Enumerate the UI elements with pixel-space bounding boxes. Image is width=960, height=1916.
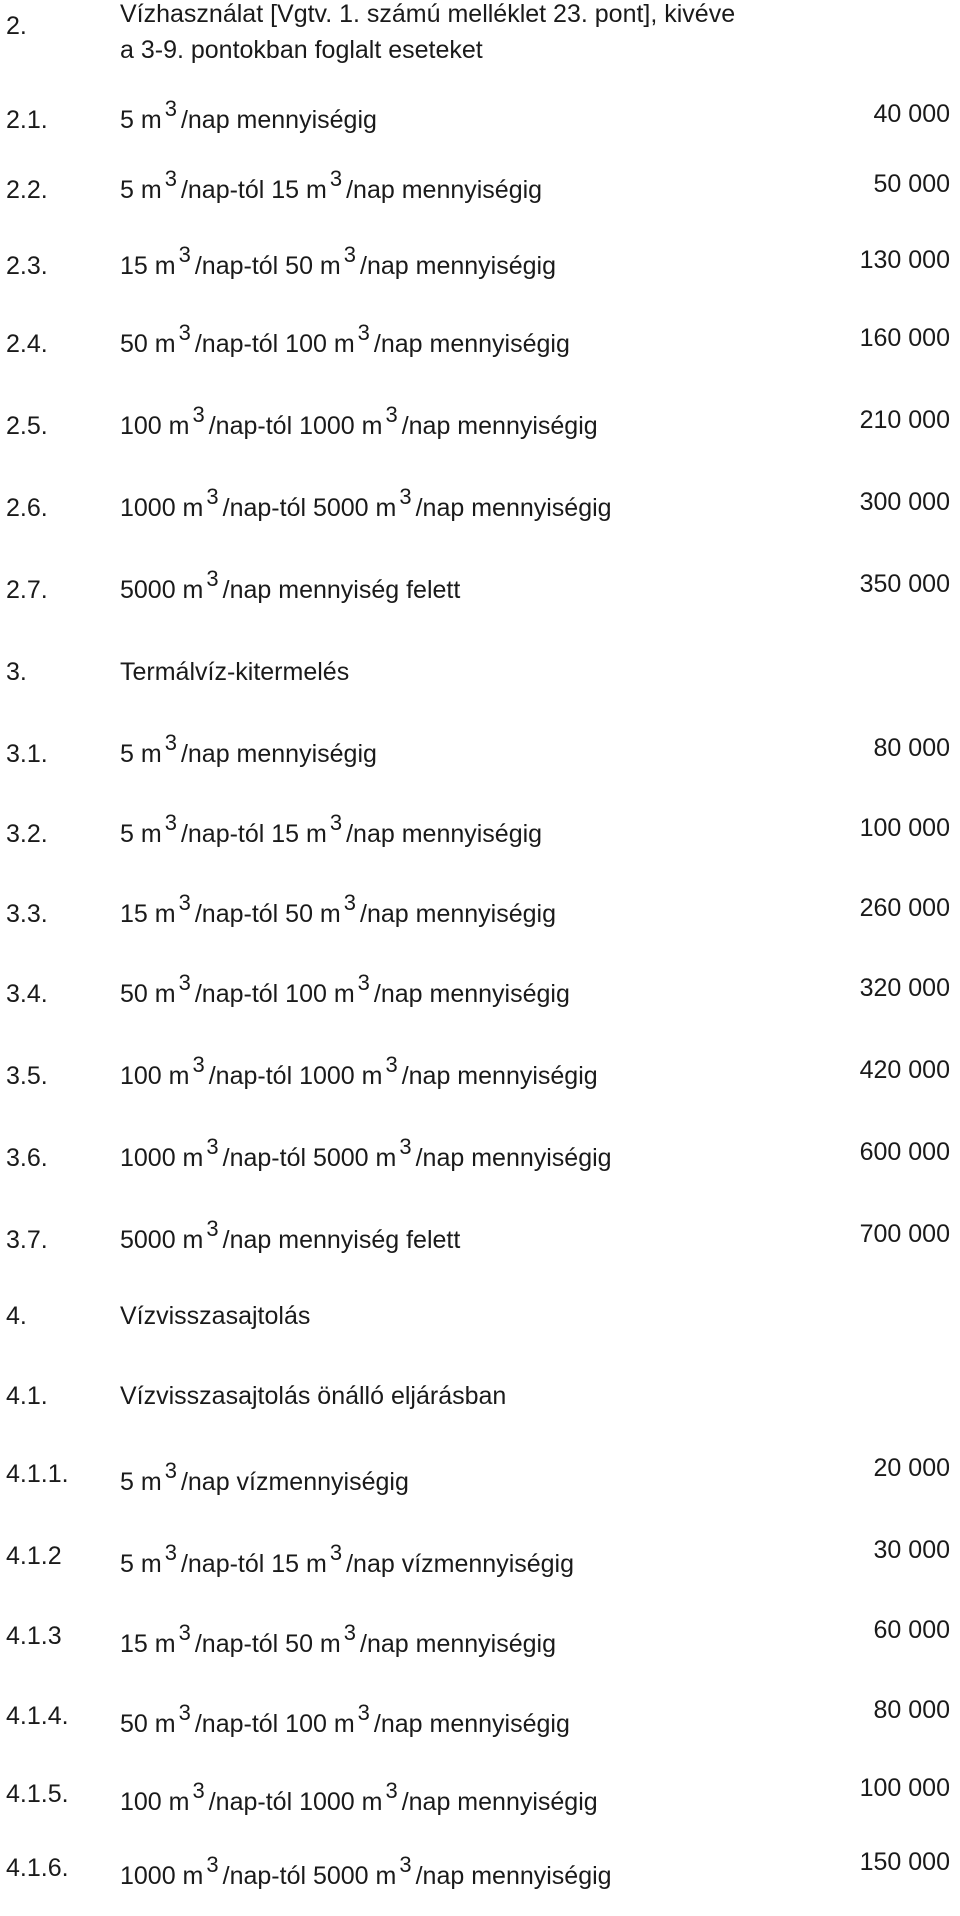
- cube-superscript: 3: [343, 241, 357, 267]
- section-3-header: [0, 650, 960, 720]
- desc-part: 5 m: [120, 106, 162, 134]
- desc-part: 100 m: [120, 1788, 190, 1816]
- desc-part: /nap mennyiségig: [415, 494, 612, 522]
- desc-part: /nap mennyiség felett: [222, 576, 461, 604]
- item-number: 3.7.: [6, 1226, 48, 1254]
- item-description: [120, 1215, 461, 1255]
- desc-part: /nap mennyiségig: [360, 252, 556, 280]
- desc-part: 1000 m: [120, 1862, 204, 1890]
- cube-superscript: 3: [164, 1457, 177, 1483]
- subsection-4-1-header: [0, 1374, 960, 1444]
- item-description: [120, 1133, 612, 1173]
- item-number: 2.1.: [6, 106, 48, 134]
- fee-amount: 150 000: [859, 1848, 950, 1876]
- desc-part: 5000 m: [120, 1226, 204, 1254]
- item-number: 4.1.2: [6, 1542, 62, 1570]
- section-4-header: [0, 1294, 960, 1364]
- section-title: Vízvisszasajtolás önálló eljárásban: [120, 1382, 507, 1410]
- fee-amount: 20 000: [873, 1454, 950, 1482]
- item-description: [120, 483, 612, 523]
- desc-part: 5000 m: [120, 576, 204, 604]
- cube-superscript: 3: [399, 1851, 412, 1877]
- desc-part: 1000 m: [120, 1144, 204, 1172]
- cube-superscript: 3: [357, 1699, 370, 1725]
- fee-row: [0, 1133, 960, 1206]
- cube-superscript: 3: [178, 319, 191, 345]
- desc-part: 15 m: [120, 1630, 176, 1658]
- fee-amount: 420 000: [859, 1056, 950, 1084]
- section-number: 2.: [6, 12, 27, 40]
- cube-superscript: 3: [385, 1777, 398, 1803]
- section-number: 4.: [6, 1302, 27, 1330]
- fee-amount: 40 000: [873, 100, 950, 128]
- desc-part: /nap mennyiségig: [401, 412, 598, 440]
- fee-amount: 320 000: [859, 974, 950, 1002]
- desc-part: 15 m: [120, 252, 176, 280]
- item-description: [120, 1051, 598, 1091]
- cube-superscript: 3: [206, 483, 219, 509]
- cube-superscript: 3: [178, 1619, 191, 1645]
- section-number: 3.: [6, 658, 27, 686]
- desc-part: /nap-tól 5000 m: [222, 1862, 397, 1890]
- desc-part: /nap mennyiségig: [415, 1862, 612, 1890]
- cube-superscript: 3: [385, 1051, 398, 1077]
- fee-row: [0, 165, 960, 238]
- item-number: 3.5.: [6, 1062, 48, 1090]
- item-description: [120, 1619, 556, 1659]
- fee-amount: 50 000: [873, 170, 950, 198]
- desc-part: 15 m: [120, 900, 176, 928]
- desc-part: 1000 m: [120, 494, 204, 522]
- cube-superscript: 3: [385, 401, 398, 427]
- fee-row: [0, 809, 960, 882]
- fee-row: [0, 241, 960, 314]
- desc-part: 5 m: [120, 740, 162, 768]
- desc-part: /nap-tól 15 m: [180, 820, 327, 848]
- cube-superscript: 3: [343, 1619, 357, 1645]
- fee-row: [0, 1772, 960, 1842]
- desc-part: 50 m: [120, 1710, 176, 1738]
- desc-part: /nap-tól 100 m: [194, 330, 355, 358]
- fee-amount: 130 000: [859, 246, 950, 274]
- desc-part: /nap-tól 1000 m: [208, 1788, 383, 1816]
- item-description: [120, 1457, 409, 1497]
- desc-part: 5 m: [120, 176, 162, 204]
- desc-part: /nap mennyiségig: [415, 1144, 612, 1172]
- section-title-line: a 3-9. pontokban foglalt eseteket: [120, 36, 483, 64]
- fee-amount: 100 000: [859, 1774, 950, 1802]
- fee-row: [0, 969, 960, 1042]
- fee-amount: 600 000: [859, 1138, 950, 1166]
- cube-superscript: 3: [164, 165, 177, 191]
- item-number: 4.1.5.: [6, 1780, 69, 1808]
- item-number: 2.6.: [6, 494, 48, 522]
- desc-part: 5 m: [120, 820, 162, 848]
- item-number: 4.1.3: [6, 1622, 62, 1650]
- desc-part: /nap vízmennyiségig: [346, 1550, 575, 1578]
- item-description: [120, 1851, 612, 1891]
- desc-part: /nap-tól 100 m: [194, 1710, 355, 1738]
- cube-superscript: 3: [206, 565, 219, 591]
- fee-amount: 100 000: [859, 814, 950, 842]
- desc-part: /nap mennyiségig: [346, 820, 543, 848]
- fee-row: [0, 1051, 960, 1124]
- item-number: 4.1.1.: [6, 1460, 69, 1488]
- fee-row: [0, 729, 960, 802]
- section-2-header: [0, 0, 960, 70]
- cube-superscript: 3: [206, 1215, 219, 1241]
- desc-part: /nap-tól 50 m: [194, 900, 341, 928]
- cube-superscript: 3: [164, 809, 177, 835]
- item-description: [120, 565, 461, 605]
- desc-part: /nap-tól 5000 m: [222, 494, 397, 522]
- fee-row: [0, 401, 960, 474]
- fee-row: [0, 95, 960, 168]
- fee-amount: 80 000: [873, 734, 950, 762]
- item-number: 3.1.: [6, 740, 48, 768]
- cube-superscript: 3: [357, 319, 370, 345]
- desc-part: 5 m: [120, 1468, 162, 1496]
- fee-amount: 210 000: [859, 406, 950, 434]
- cube-superscript: 3: [343, 889, 357, 915]
- cube-superscript: 3: [178, 889, 191, 915]
- item-description: [120, 241, 556, 281]
- cube-superscript: 3: [164, 95, 177, 121]
- cube-superscript: 3: [164, 729, 177, 755]
- cube-superscript: 3: [329, 165, 343, 191]
- desc-part: 100 m: [120, 412, 190, 440]
- fee-amount: 700 000: [859, 1220, 950, 1248]
- item-description: [120, 1777, 598, 1817]
- desc-part: /nap mennyiségig: [346, 176, 543, 204]
- item-number: 2.4.: [6, 330, 48, 358]
- fee-amount: 30 000: [873, 1536, 950, 1564]
- item-description: [120, 319, 570, 359]
- section-title-line: Vízhasználat [Vgtv. 1. számú melléklet 23. pont], kivéve: [120, 0, 736, 28]
- cube-superscript: 3: [164, 1539, 177, 1565]
- fee-row: [0, 1846, 960, 1916]
- desc-part: 50 m: [120, 980, 176, 1008]
- desc-part: /nap mennyiségig: [180, 740, 377, 768]
- cube-superscript: 3: [178, 241, 191, 267]
- cube-superscript: 3: [399, 483, 412, 509]
- item-number: 3.6.: [6, 1144, 48, 1172]
- desc-part: 5 m: [120, 1550, 162, 1578]
- desc-part: /nap-tól 1000 m: [208, 412, 383, 440]
- desc-part: /nap-tól 1000 m: [208, 1062, 383, 1090]
- desc-part: /nap mennyiségig: [360, 1630, 556, 1658]
- fee-amount: 260 000: [859, 894, 950, 922]
- cube-superscript: 3: [178, 1699, 191, 1725]
- item-description: [120, 401, 598, 441]
- cube-superscript: 3: [206, 1851, 219, 1877]
- item-description: [120, 1539, 575, 1579]
- desc-part: 50 m: [120, 330, 176, 358]
- item-number: 2.2.: [6, 176, 48, 204]
- fee-amount: 350 000: [859, 570, 950, 598]
- desc-part: /nap-tól 100 m: [194, 980, 355, 1008]
- cube-superscript: 3: [178, 969, 191, 995]
- item-description: [120, 95, 377, 135]
- cube-superscript: 3: [192, 401, 205, 427]
- fee-amount: 60 000: [873, 1616, 950, 1644]
- desc-part: /nap mennyiségig: [373, 980, 570, 1008]
- cube-superscript: 3: [399, 1133, 412, 1159]
- desc-part: /nap-tól 50 m: [194, 1630, 341, 1658]
- desc-part: /nap-tól 5000 m: [222, 1144, 397, 1172]
- desc-part: /nap-tól 15 m: [180, 1550, 327, 1578]
- desc-part: 100 m: [120, 1062, 190, 1090]
- fee-row: [0, 1452, 960, 1522]
- cube-superscript: 3: [206, 1133, 219, 1159]
- item-number: 2.3.: [6, 252, 48, 280]
- item-description: [120, 165, 543, 205]
- fee-row: [0, 889, 960, 962]
- item-number: 3.4.: [6, 980, 48, 1008]
- fee-amount: 300 000: [859, 488, 950, 516]
- desc-part: /nap mennyiségig: [401, 1788, 598, 1816]
- section-title: Vízvisszasajtolás: [120, 1302, 311, 1330]
- section-number: 4.1.: [6, 1382, 48, 1410]
- cube-superscript: 3: [329, 1539, 343, 1565]
- cube-superscript: 3: [192, 1777, 205, 1803]
- section-title: [120, 0, 820, 68]
- item-number: 2.7.: [6, 576, 48, 604]
- cube-superscript: 3: [357, 969, 370, 995]
- desc-part: /nap mennyiségig: [373, 1710, 570, 1738]
- item-number: 3.3.: [6, 900, 48, 928]
- cube-superscript: 3: [329, 809, 343, 835]
- fee-row: [0, 1215, 960, 1288]
- fee-amount: 80 000: [873, 1696, 950, 1724]
- cube-superscript: 3: [192, 1051, 205, 1077]
- item-number: 3.2.: [6, 820, 48, 848]
- fee-row: [0, 1694, 960, 1764]
- fee-row: [0, 319, 960, 392]
- desc-part: /nap mennyiségig: [373, 330, 570, 358]
- fee-row: [0, 1534, 960, 1604]
- desc-part: /nap-tól 15 m: [180, 176, 327, 204]
- section-title: Termálvíz-kitermelés: [120, 658, 350, 686]
- item-description: [120, 1699, 570, 1739]
- item-number: 4.1.4.: [6, 1702, 69, 1730]
- fee-row: [0, 565, 960, 638]
- desc-part: /nap-tól 50 m: [194, 252, 341, 280]
- desc-part: /nap vízmennyiségig: [180, 1468, 409, 1496]
- desc-part: /nap mennyiségig: [180, 106, 377, 134]
- desc-part: /nap mennyiség felett: [222, 1226, 461, 1254]
- item-description: [120, 969, 570, 1009]
- desc-part: /nap mennyiségig: [401, 1062, 598, 1090]
- item-description: [120, 729, 377, 769]
- item-number: 4.1.6.: [6, 1854, 69, 1882]
- item-description: [120, 809, 543, 849]
- fee-row: [0, 1614, 960, 1684]
- item-number: 2.5.: [6, 412, 48, 440]
- fee-row: [0, 483, 960, 556]
- desc-part: /nap mennyiségig: [360, 900, 556, 928]
- fee-amount: 160 000: [859, 324, 950, 352]
- item-description: [120, 889, 556, 929]
